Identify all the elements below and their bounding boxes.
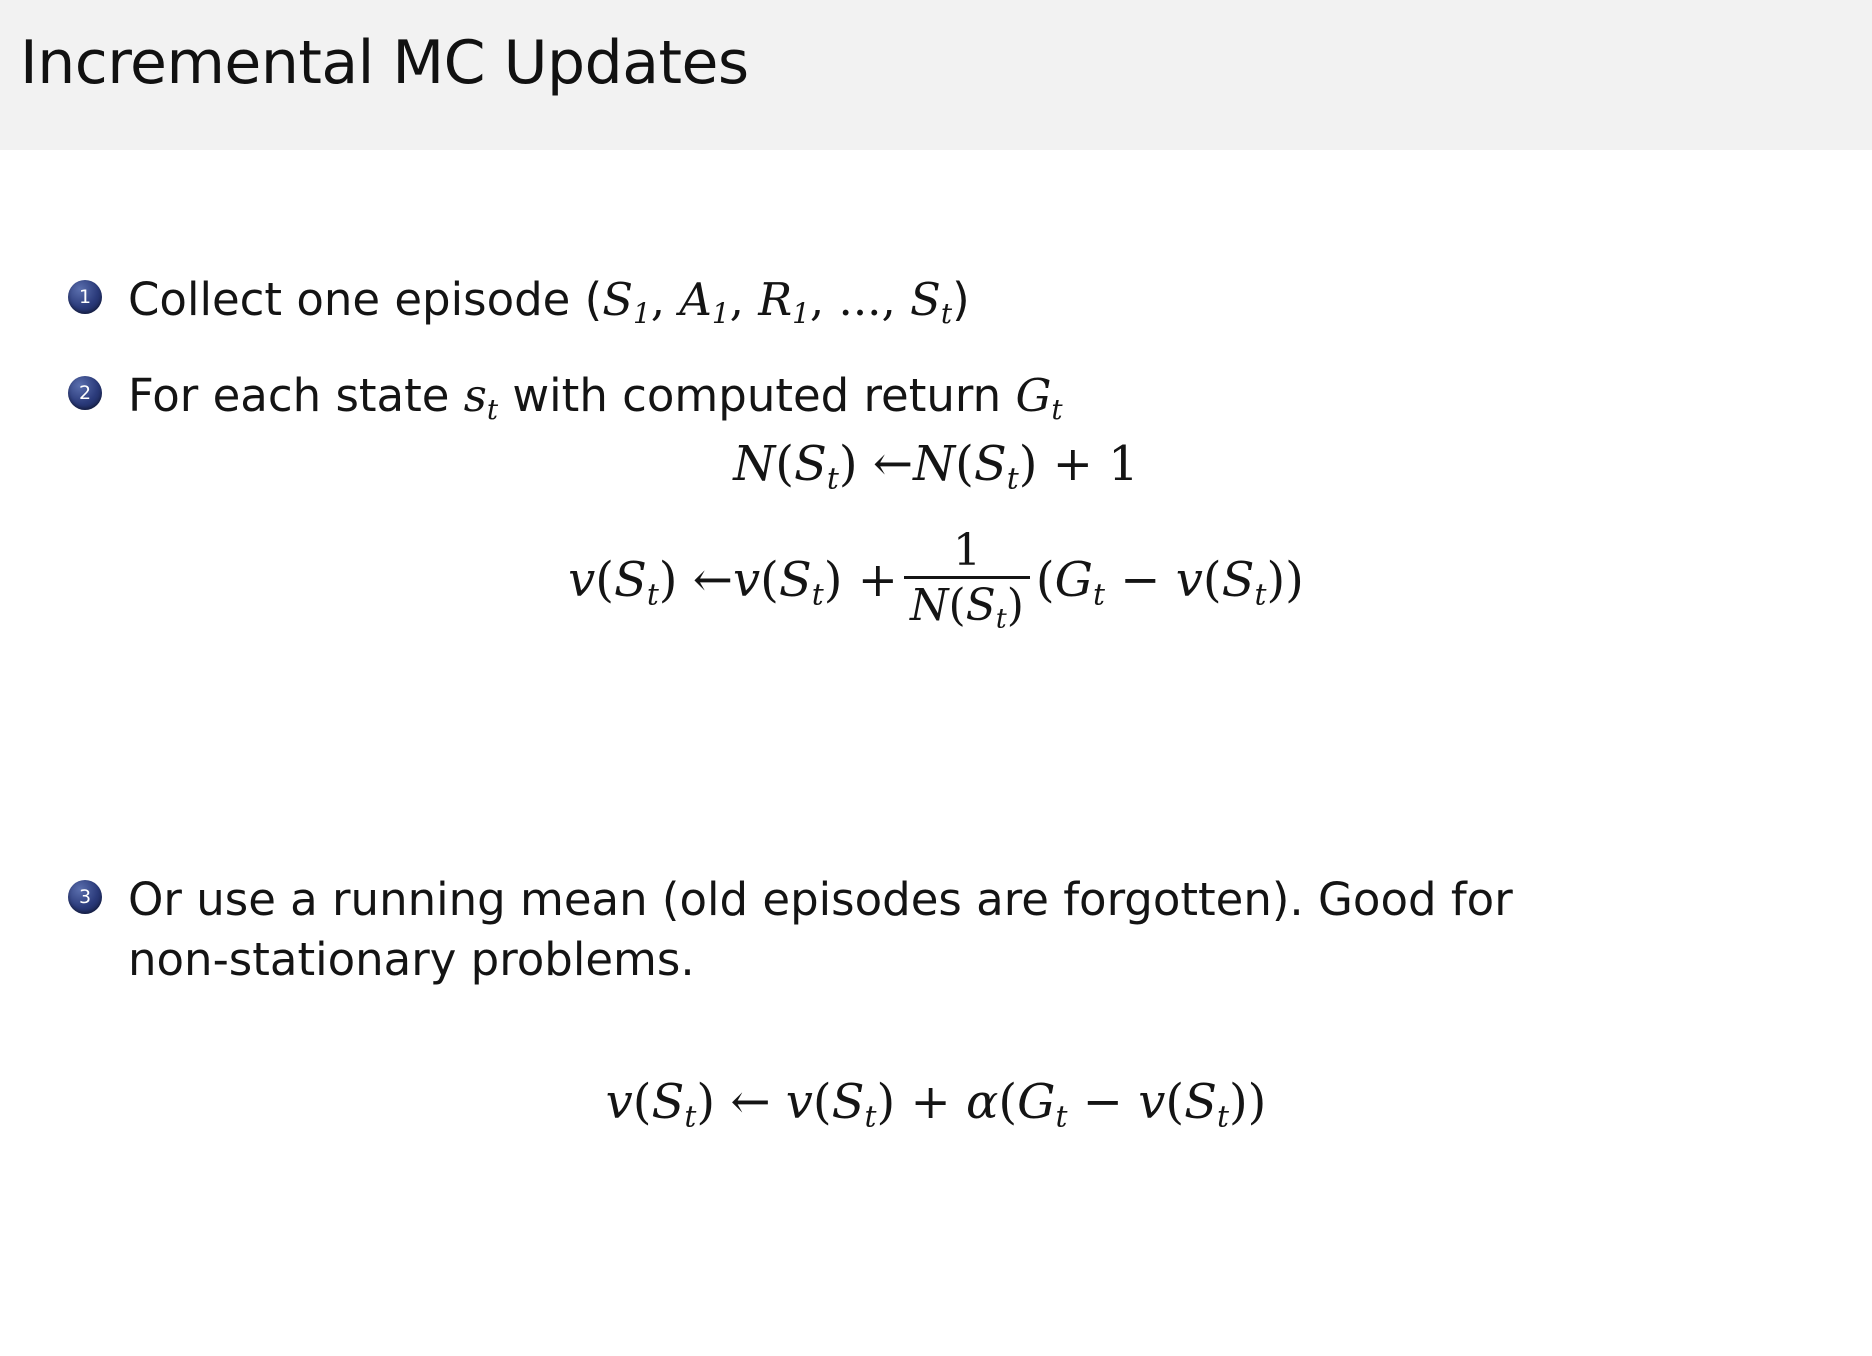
- eq1-plus: +: [1052, 436, 1093, 492]
- eq2-v: v: [568, 552, 596, 609]
- item1-ellipsis: ...: [838, 273, 882, 326]
- list-item-text-3: [128, 870, 1513, 991]
- item1-subscript-2: 1: [711, 296, 730, 330]
- eq2-sub-t: t: [646, 577, 659, 613]
- eq2-close-paren-4: ): [1266, 552, 1286, 609]
- eq3-S: S: [651, 1074, 685, 1130]
- eq2-den-sub-t: t: [995, 603, 1007, 635]
- eq2-den-S: S: [965, 580, 996, 632]
- eq2-sub-t2: t: [811, 577, 824, 613]
- eq1-one: 1: [1108, 436, 1139, 492]
- bullet-number-2: 2: [68, 376, 102, 410]
- eq2-open-paren-4: (: [1202, 552, 1222, 609]
- eq3-plus: +: [910, 1074, 951, 1130]
- eq3-sub-t3: t: [1055, 1099, 1068, 1135]
- list-item: [68, 870, 1513, 991]
- eq3-v2: v: [785, 1074, 813, 1130]
- item1-symbol-S1: S: [602, 273, 634, 326]
- eq3-close-paren: ): [696, 1074, 716, 1130]
- eq3-minus: −: [1082, 1074, 1123, 1130]
- eq3-arrow: ←: [730, 1074, 771, 1130]
- eq2-close-paren-5: ): [1285, 552, 1304, 609]
- item2-symbol-s: s: [463, 369, 487, 422]
- item1-lead-text: Collect one episode (: [128, 273, 603, 326]
- eq3-S2: S: [831, 1074, 865, 1130]
- eq3-open-paren-2: (: [812, 1074, 832, 1130]
- page-title: Incremental MC Updates: [20, 28, 749, 98]
- item1-symbol-A: A: [679, 273, 712, 326]
- item1-comma-1: ,: [650, 273, 680, 326]
- bullet-number-1: 1: [68, 280, 102, 314]
- item2-lead-text: For each state: [128, 369, 464, 422]
- eq2-open-paren-3: (: [1035, 552, 1055, 609]
- item2-subscript-t2: t: [1051, 392, 1063, 426]
- equation-2: [568, 525, 1304, 637]
- item1-close-paren: ): [952, 273, 970, 326]
- eq1-N2: N: [913, 436, 956, 492]
- item2-subscript-t: t: [486, 392, 499, 426]
- eq2-den-open: (: [948, 580, 966, 632]
- eq2-sub-t3: t: [1093, 577, 1105, 613]
- eq1-S2: S: [973, 436, 1007, 492]
- eq3-open-paren-3: (: [998, 1074, 1018, 1130]
- item1-subscript-3: 1: [792, 296, 810, 330]
- fraction-denominator: [904, 576, 1030, 635]
- item2-symbol-G: G: [1015, 369, 1052, 422]
- item1-subscript-t: t: [940, 296, 953, 330]
- eq2-minus: −: [1120, 552, 1161, 609]
- slide-body: [0, 150, 1872, 1356]
- eq2-open-paren: (: [595, 552, 614, 609]
- eq2-den-close: ): [1006, 580, 1024, 632]
- equation-1: [733, 436, 1138, 496]
- eq2-arrow: ←: [692, 552, 734, 609]
- eq3-close-paren-4: ): [1228, 1074, 1248, 1130]
- equation-block-3: [0, 1074, 1872, 1134]
- list-item-text-2: [128, 366, 1063, 428]
- eq1-close-paren-2: ): [1018, 436, 1038, 492]
- eq3-open-paren-4: (: [1165, 1074, 1185, 1130]
- eq2-den-N: N: [909, 580, 949, 632]
- eq2-v2: v: [733, 552, 761, 609]
- slide-title-bar: [0, 0, 1872, 150]
- list-item: [68, 366, 1063, 428]
- bullet-number-3: 3: [68, 880, 102, 914]
- eq3-sub-t4: t: [1216, 1099, 1229, 1135]
- item3-line-2: non-stationary problems.: [128, 933, 695, 987]
- equation-block-2: [0, 525, 1872, 637]
- equation-3: [606, 1074, 1267, 1134]
- eq3-close-paren-5: ): [1247, 1074, 1267, 1130]
- eq2-S: S: [613, 552, 647, 609]
- fraction: [904, 525, 1030, 635]
- eq2-open-paren-2: (: [760, 552, 779, 609]
- eq2-close-paren-2: ): [823, 552, 843, 609]
- eq2-sub-t4: t: [1254, 577, 1267, 613]
- eq1-sub-t2: t: [1006, 461, 1019, 497]
- item1-comma-2: ,: [729, 273, 759, 326]
- eq1-S: S: [794, 436, 827, 492]
- eq2-close-paren: ): [658, 552, 678, 609]
- item1-comma-3: ,: [809, 273, 839, 326]
- item3-line-1: Or use a running mean (old episodes are forgotten). Good for: [128, 873, 1513, 926]
- equation-block-1: [0, 436, 1872, 496]
- eq3-G: G: [1017, 1074, 1056, 1130]
- eq3-open-paren: (: [632, 1074, 652, 1130]
- eq1-open-paren: (: [775, 436, 795, 492]
- eq2-S2: S: [778, 552, 812, 609]
- item1-symbol-R: R: [758, 273, 793, 326]
- item1-subscript-1: 1: [633, 296, 651, 330]
- eq1-sub-t: t: [826, 461, 839, 497]
- fraction-numerator: 1: [952, 525, 981, 576]
- list-item: [68, 270, 970, 332]
- eq2-G: G: [1054, 552, 1093, 609]
- eq3-v: v: [605, 1074, 633, 1130]
- eq3-sub-t2: t: [864, 1099, 877, 1135]
- eq3-v3: v: [1138, 1074, 1166, 1130]
- eq3-close-paren-2: ): [876, 1074, 896, 1130]
- eq3-alpha: α: [966, 1074, 999, 1130]
- eq3-S3: S: [1184, 1074, 1217, 1130]
- eq1-close-paren: ): [838, 436, 858, 492]
- eq2-S3: S: [1221, 552, 1255, 609]
- eq1-arrow: ←: [872, 436, 914, 492]
- list-item-text-1: [128, 270, 970, 332]
- eq1-open-paren-2: (: [955, 436, 974, 492]
- eq3-sub-t: t: [684, 1099, 697, 1135]
- item1-symbol-St: S: [910, 273, 941, 326]
- item2-mid-text: with computed return: [498, 369, 1016, 422]
- item1-comma-4: ,: [881, 273, 911, 326]
- eq2-v3: v: [1175, 552, 1203, 609]
- eq2-plus: +: [857, 552, 898, 609]
- eq1-N: N: [733, 436, 776, 492]
